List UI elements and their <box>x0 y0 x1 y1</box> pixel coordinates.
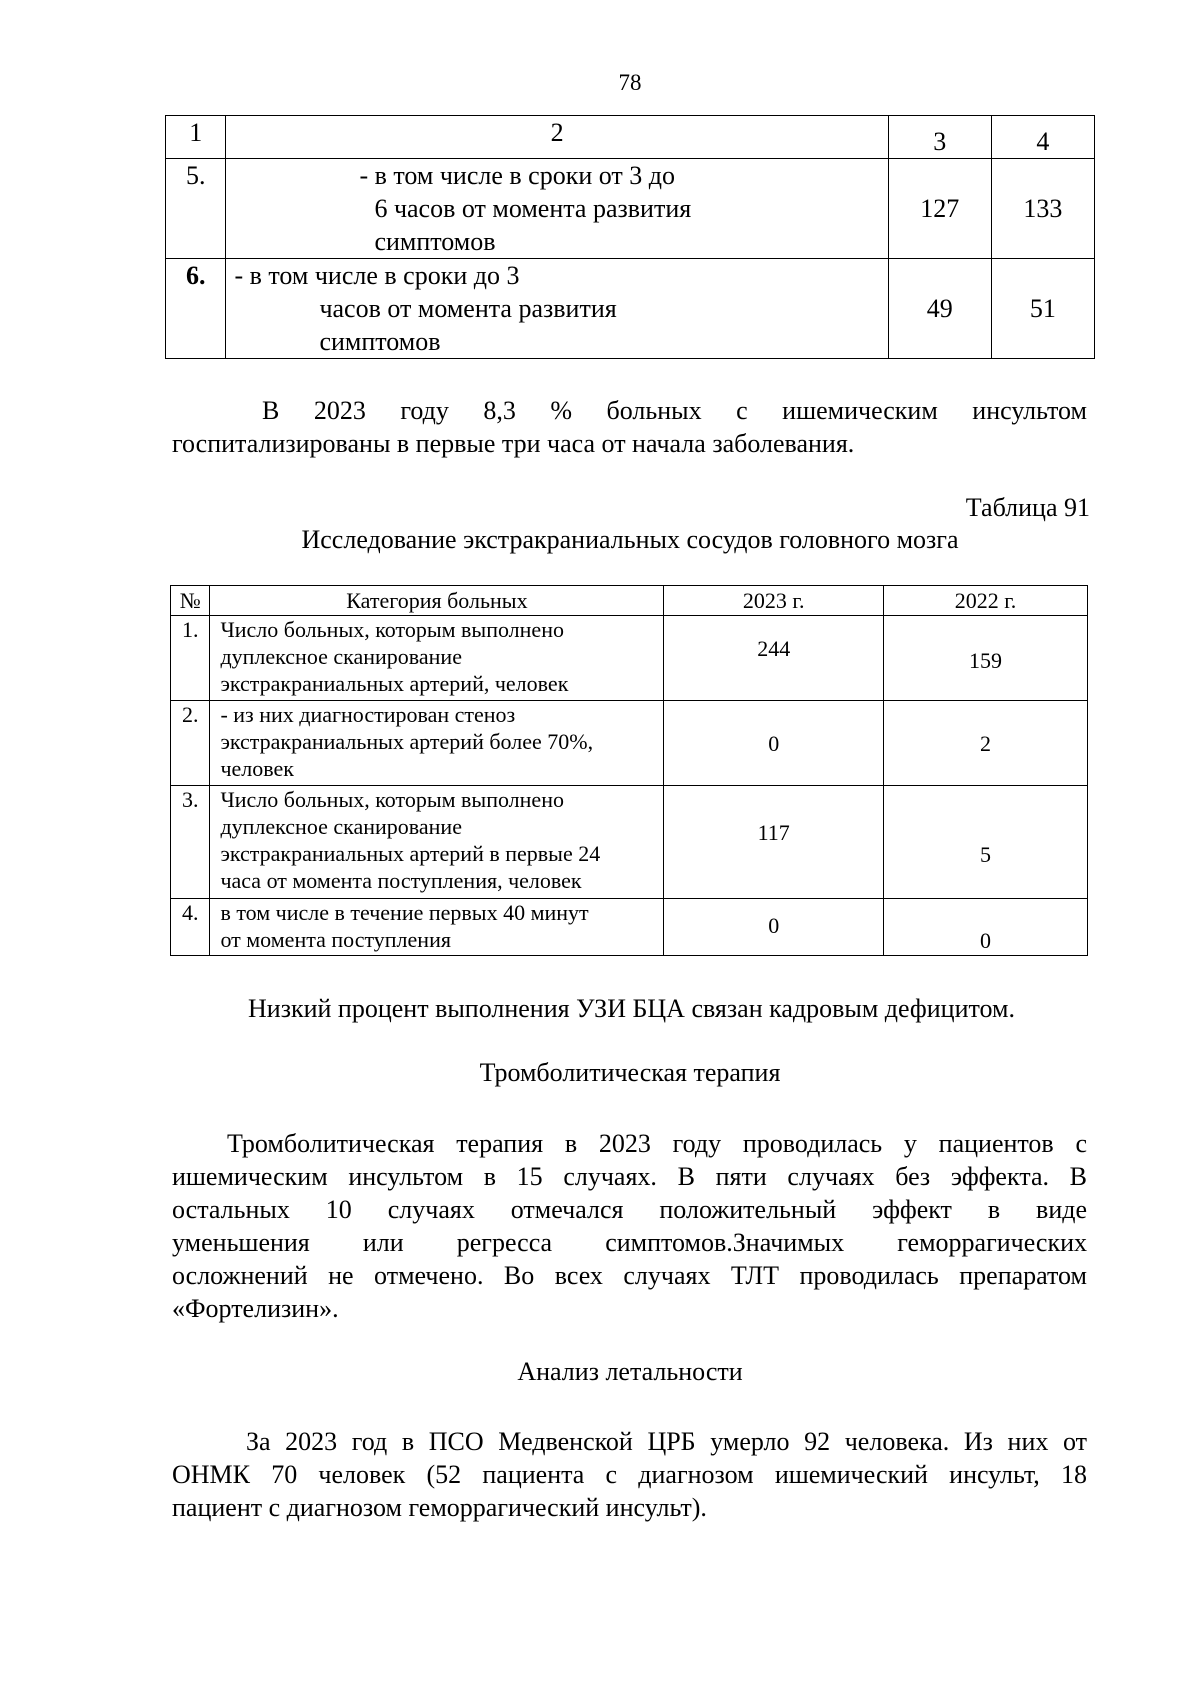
table-row <box>166 159 1095 259</box>
table-row <box>166 259 1095 359</box>
table-header-row <box>166 116 1095 159</box>
value-2023-text: 244 <box>757 635 791 661</box>
value-2023 <box>664 899 884 956</box>
value-2022 <box>883 899 1087 956</box>
value-2023-text: 0 <box>768 912 780 938</box>
value-2023 <box>664 616 884 701</box>
paragraph-line: пациент с диагнозом геморрагический инсульт). <box>172 1493 707 1522</box>
category-line: человек <box>220 756 294 781</box>
category-line: экстракраниальных артерий более 70%, <box>220 729 594 754</box>
row-text-line: симптомов <box>319 327 441 356</box>
paragraph-mortality <box>172 1425 1087 1524</box>
row-number: 5. <box>166 159 226 259</box>
paragraph-line: «Фортелизин». <box>172 1294 339 1323</box>
category-line: экстракраниальных артерий в первые 24 <box>220 841 601 866</box>
value-2023-text: 117 <box>757 819 790 845</box>
row-text-line: 6 часов от момента развития <box>374 194 692 223</box>
paragraph-ischemic-stats <box>172 394 1087 460</box>
row-number: 2. <box>171 701 210 786</box>
table-header-cell: 3 <box>888 116 991 159</box>
row-text <box>226 259 888 359</box>
heading-thrombolysis: Тромболитическая терапия <box>479 1058 781 1087</box>
header-2023: 2023 г. <box>664 586 884 616</box>
row-number: 3. <box>171 786 210 899</box>
category-line: дуплексное сканирование <box>220 814 462 839</box>
value-2022 <box>883 616 1087 701</box>
row-number: 1. <box>171 616 210 701</box>
table-extracranial-vessels <box>170 585 1088 956</box>
row-text-line: часов от момента развития <box>319 294 617 323</box>
value-2022-text: 5 <box>979 841 991 867</box>
value-2023 <box>664 786 884 899</box>
paragraph-line: осложнений не отмечено. Во всех случаях ТЛТ проводилась препаратом <box>172 1261 1087 1290</box>
table-row <box>171 616 1088 701</box>
paragraph-line: За 2023 год в ПСО Медвенской ЦРБ умерло 92 человека. Из них от <box>246 1427 1087 1456</box>
value-2022: 2 <box>883 701 1087 786</box>
header-2022: 2022 г. <box>883 586 1087 616</box>
category-line: часа от момента поступления, человек <box>220 868 582 893</box>
table-header-cell: 1 <box>166 116 226 159</box>
header-num: № <box>171 586 210 616</box>
paragraph-line: ишемическим инсультом в 15 случаях. В пяти случаях без эффекта. В <box>172 1162 1087 1191</box>
paragraph-line: ОНМК 70 человек (52 пациента с диагнозом ишемический инсульт, 18 <box>172 1460 1087 1489</box>
paragraph-thrombolysis <box>172 1127 1087 1325</box>
paragraph-line: уменьшения или регресса симптомов.Значимых геморрагических <box>172 1228 1087 1257</box>
table-row <box>171 786 1088 899</box>
category-line: - из них диагностирован стеноз <box>220 702 516 727</box>
value-2023: 0 <box>664 701 884 786</box>
row-text-line: - в том числе в сроки до 3 <box>234 261 520 290</box>
row-number: 6. <box>166 259 226 359</box>
table-row <box>171 701 1088 786</box>
category-line: Число больных, которым выполнено <box>220 787 564 812</box>
page-number: 78 <box>618 70 642 95</box>
category-line: в том числе в течение первых 40 минут <box>220 900 589 925</box>
row-text-line: симптомов <box>374 227 496 256</box>
row-category <box>210 616 664 701</box>
row-number: 4. <box>171 899 210 956</box>
row-value-col4: 133 <box>991 159 1094 259</box>
row-category <box>210 701 664 786</box>
row-category <box>210 786 664 899</box>
paragraph-line: В 2023 году 8,3 % больных с ишемическим инсультом <box>262 396 1087 425</box>
table-title: Исследование экстракраниальных сосудов головного мозга <box>301 525 959 554</box>
header-category: Категория больных <box>210 586 664 616</box>
row-value-col3: 127 <box>888 159 991 259</box>
paragraph-line: госпитализированы в первые три часа от начала заболевания. <box>172 429 855 458</box>
value-2022-text: 159 <box>968 647 1002 673</box>
value-2022-text: 0 <box>979 927 991 953</box>
table-header-cell: 4 <box>991 116 1094 159</box>
value-2022 <box>883 786 1087 899</box>
category-line: Число больных, которым выполнено <box>220 617 564 642</box>
table-header-row <box>171 586 1088 616</box>
paragraph-staffing: Низкий процент выполнения УЗИ БЦА связан кадровым дефицитом. <box>248 994 1015 1023</box>
row-text-line: - в том числе в сроки от 3 до <box>359 161 676 190</box>
row-text <box>226 159 888 259</box>
paragraph-line: остальных 10 случаях отмечался положительный эффект в виде <box>172 1195 1087 1224</box>
table-header-cell: 2 <box>226 116 888 159</box>
row-value-col4: 51 <box>991 259 1094 359</box>
table-label: Таблица 91 <box>965 493 1090 522</box>
category-line: экстракраниальных артерий, человек <box>220 671 569 696</box>
paragraph-line: Тромболитическая терапия в 2023 году проводилась у пациентов с <box>227 1129 1087 1158</box>
heading-mortality: Анализ летальности <box>517 1357 743 1386</box>
continuation-table <box>165 115 1095 359</box>
table-row <box>171 899 1088 956</box>
category-line: дуплексное сканирование <box>220 644 462 669</box>
category-line: от момента поступления <box>220 927 451 952</box>
row-category <box>210 899 664 956</box>
row-value-col3: 49 <box>888 259 991 359</box>
